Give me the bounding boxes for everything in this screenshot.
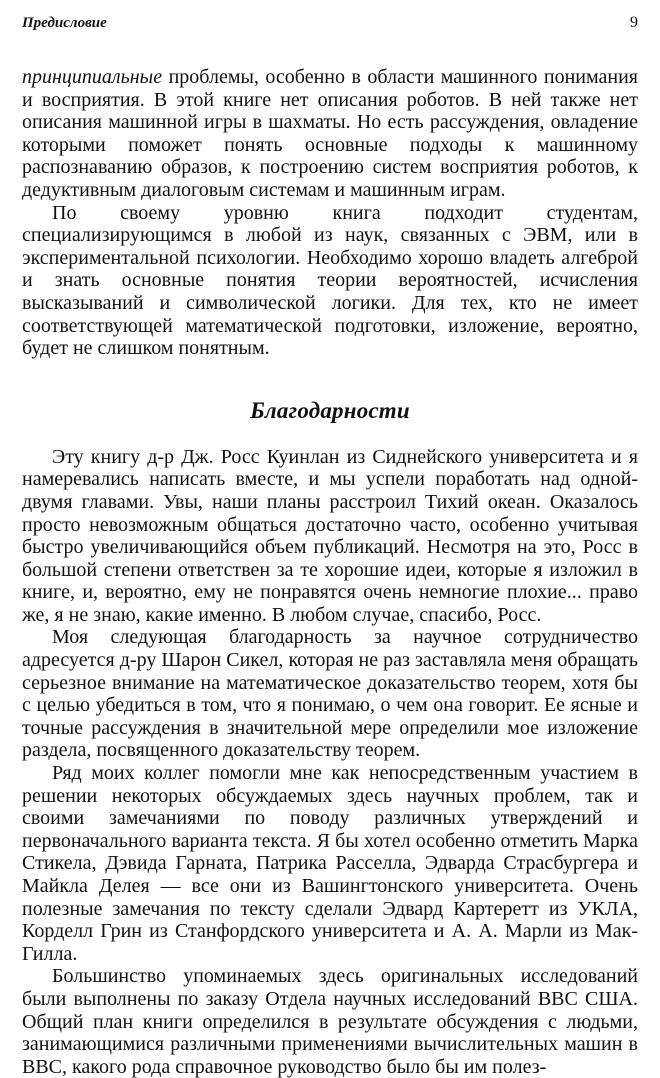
acknowledgements-section bbox=[22, 446, 638, 1078]
book-page bbox=[22, 14, 638, 1078]
running-title: Предисловие bbox=[22, 15, 107, 31]
paragraph: Большинство упоминаемых здесь оригинальных исследований были выполнены по заказу Отдела научных исследований ВВС США. Общий план книги определился в результате обсуждения с людьми, занимающимися различными применениями вычислительных машин в ВВС, какого рода справочное руководство было бы им полез- bbox=[22, 965, 638, 1078]
paragraph bbox=[22, 66, 638, 202]
section-heading: Благодарности bbox=[250, 397, 410, 423]
emphasized-word: принципиальные bbox=[22, 66, 163, 88]
page-number: 9 bbox=[630, 14, 638, 31]
running-header bbox=[22, 14, 638, 40]
paragraph-text: проблемы, особенно в области машинного понимания и восприятия. В этой книге нет описания роботов. В ней также нет описания машинной игры в шахматы. Но есть рассуждения, овладение которыми поможет понять основные подходы к машинному распознаванию образов, к построению систем восприятия роботов, к дедуктивным диалоговым системам и машинным играм. bbox=[22, 66, 638, 201]
paragraph: Моя следующая благодарность за научное сотрудничество адресуется д-ру Шарон Сикел, которая не раз заставляла меня обращать серьезное внимание на математическое доказательство теорем, хотя бы с целью убедиться в том, что я понимаю, о чем она говорит. Ее ясные и точные рассуждения в значительной мере определили мое изложение раздела, посвященного доказательству теорем. bbox=[22, 626, 638, 762]
paragraph: Ряд моих коллег помогли мне как непосредственным участием в решении некоторых обсуждаемых здесь научных проблем, так и своими замечаниями по поводу различных утверждений и первоначального варианта текста. Я бы хотел особенно отметить Марка Стикела, Дэвида Гарната, Патрика Расселла, Эдварда Страсбургера и Майкла Делея — все они из Вашингтонского университета. Очень полезные замечания по тексту сделали Эдвард Картеретт из УКЛА, Корделл Грин из Станфордского университета и А. А. Марли из Мак-Гилла. bbox=[22, 762, 638, 965]
preface-continuation bbox=[22, 66, 638, 360]
paragraph: Эту книгу д-р Дж. Росс Куинлан из Сиднейского университета и я намеревались написать вместе, и мы успели поработать над одной-двумя главами. Увы, наши планы расстроил Тихий океан. Оказалось просто невозможным общаться достаточно часто, особенно учитывая быстро увеличивающийся объем публикаций. Несмотря на это, Росс в большой степени ответствен за те хорошие идеи, которые я изложил в книге, и, вероятно, ему не понравятся очень немногие плохие... право же, я не знаю, какие именно. В любом случае, спасибо, Росс. bbox=[22, 445, 638, 626]
paragraph: По своему уровню книга подходит студентам, специализирующимся в любой из наук, связанных с ЭВМ, или в экспериментальной психологии. Необходимо хорошо владеть алгеброй и знать основные понятия теории вероятностей, исчисления высказываний и символической логики. Для тех, кто не имеет соответствующей математической подготовки, изложение, вероятно, будет не слишком понятным. bbox=[22, 201, 638, 360]
